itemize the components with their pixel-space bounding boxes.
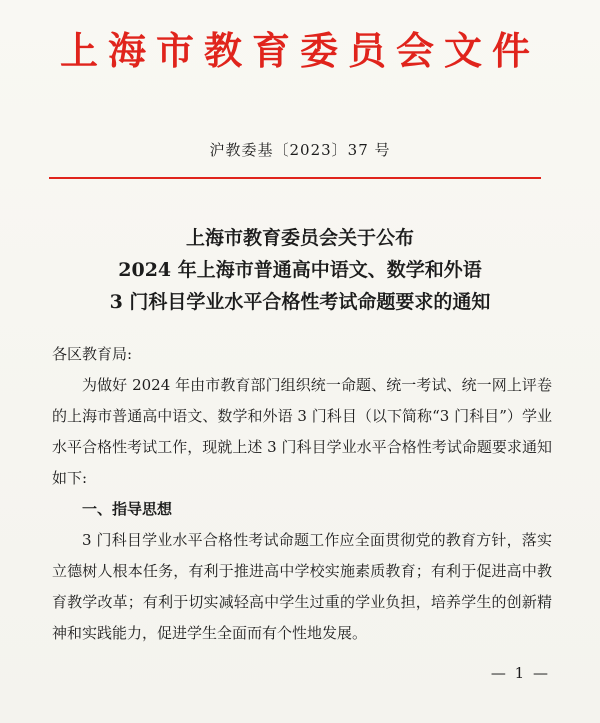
- notice-title-line-1: 上海市教育委员会关于公布: [185, 227, 414, 249]
- notice-title-line-3: 3 门科目学业水平合格性考试命题要求的通知: [109, 291, 491, 313]
- red-divider-line: [49, 177, 541, 179]
- page-number: — 1 —: [490, 664, 550, 682]
- document-body: [52, 339, 552, 649]
- section-heading-guiding-principles: 一、指导思想: [82, 500, 173, 518]
- section-paragraph-guiding-principles: 3 门科目学业水平合格性考试命题工作应全面贯彻党的教育方针，落实立德树人根本任务，有利于推进高中学校实施素质教育；有利于促进高中教育教学改革；有利于切实减轻高中学生过重的学业负担，培养学生的创新精神和实践能力，促进学生全面而有个性地发展。: [52, 531, 552, 642]
- intro-paragraph: 为做好 2024 年由市教育部门组织统一命题、统一考试、统一网上评卷的上海市普通高中语文、数学和外语 3 门科目（以下简称“3 门科目”）学业水平合格性考试工作，现就上述 3 门科目学业水平合格性考试命题要求通知如下:: [52, 376, 552, 487]
- document-number: 沪教委基〔2023〕37 号: [209, 141, 391, 159]
- notice-title: [0, 222, 600, 318]
- salutation: 各区教育局:: [52, 345, 133, 363]
- issuer-header-title: 上海市教育委员会文件: [59, 29, 540, 73]
- notice-title-line-2: 2024 年上海市普通高中语文、数学和外语: [118, 259, 482, 281]
